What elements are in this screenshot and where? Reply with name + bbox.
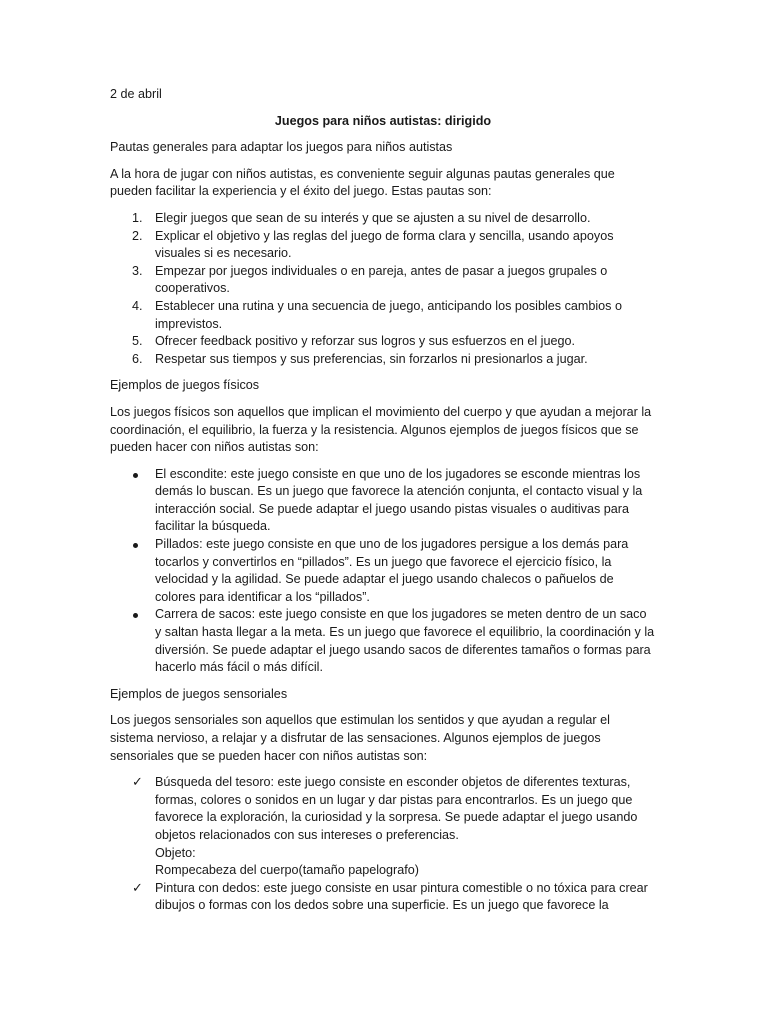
section-intro-sensoriales: Los juegos sensoriales son aquellos que estimulan los sentidos y que ayudan a regular el sistema nervioso, a relajar y a disfrutar de las sensaciones. Algunos ejemplos de juegos sensoriales que se pueden hacer con niños autistas son: — [110, 713, 610, 763]
document-title: Juegos para niños autistas: dirigido — [274, 113, 492, 128]
list-item-text: El escondite: este juego consiste en que uno de los jugadores se esconde mientras los demás lo buscan. Es un juego que favorece la atención conjunta, el contacto visual y la interacción social. Se puede adaptar el juego usando pistas visuales o auditivas para facilitar la búsqueda. — [155, 466, 643, 534]
list-item-text: Establecer una rutina y una secuencia de juego, anticipando los posibles cambios o imprevistos. — [155, 298, 622, 331]
list-item — [110, 263, 656, 298]
list-item-subline: Rompecabeza del cuerpo(tamaño papelografo) — [155, 863, 419, 878]
list-item — [110, 333, 656, 351]
list-item-text: Ofrecer feedback positivo y reforzar sus logros y sus esfuerzos en el juego. — [155, 334, 575, 349]
list-item — [110, 210, 656, 228]
list-item-text: Pillados: este juego consiste en que uno de los jugadores persigue a los demás para tocarlos y convertirlos en “pillados”. Es un juego que favorece el ejercicio físico, la velocidad y la agilidad. Se puede adaptar el juego usando chalecos o pañuelos de colores para identificar a los “pillados”. — [155, 537, 629, 604]
list-item-text: Carrera de sacos: este juego consiste en que los jugadores se meten dentro de un saco y saltan hasta llegar a la meta. Es un juego que favorece el equilibrio, la coordinación y la diversión. Se puede adaptar el juego usando sacos de diferentes tamaños o formas para hacerlo más fácil o más difícil. — [155, 607, 655, 675]
list-number: 2. — [132, 228, 143, 243]
checkmark-icon: ✓ — [132, 775, 143, 791]
list-item-text: Elegir juegos que sean de su interés y que se ajusten a su nivel de desarrollo. — [155, 210, 591, 225]
bullet-list-fisicos — [110, 466, 656, 677]
list-number: 1. — [132, 210, 143, 225]
bullet-icon — [133, 613, 138, 618]
list-number: 4. — [132, 298, 143, 313]
section-heading-sensoriales: Ejemplos de juegos sensoriales — [110, 686, 288, 701]
bullet-icon — [133, 473, 138, 478]
list-item-text: Explicar el objetivo y las reglas del juego de forma clara y sencilla, usando apoyos visuales si es necesario. — [155, 228, 614, 261]
list-number: 6. — [132, 351, 143, 366]
list-number: 5. — [132, 334, 143, 349]
list-item-text: Pintura con dedos: este juego consiste en usar pintura comestible o no tóxica para crear dibujos o formas con los dedos sobre una superficie. Es un juego que favorece la — [155, 880, 648, 913]
numbered-list-pautas — [110, 210, 656, 368]
list-item-text: Búsqueda del tesoro: este juego consiste en esconder objetos de diferentes texturas, formas, colores o sonidos en un lugar y dar pistas para encontrarlos. Es un juego que favorece la exploración, la curiosidad y la sorpresa. Se puede adaptar el juego usando objetos relacionados con sus intereses o preferencias. — [155, 775, 638, 842]
list-item — [110, 298, 656, 333]
check-list-sensoriales — [110, 774, 656, 915]
section-intro-fisicos: Los juegos físicos son aquellos que implican el movimiento del cuerpo y que ayudan a mejorar la coordinación, el equilibrio, la fuerza y la resistencia. Algunos ejemplos de juegos físicos que se pueden hacer con niños autistas son: — [110, 404, 652, 455]
list-number: 3. — [132, 263, 143, 278]
document-body — [110, 86, 656, 924]
list-item — [110, 536, 656, 606]
list-item-text: Respetar sus tiempos y sus preferencias, sin forzarlos ni presionarlos a jugar. — [155, 351, 588, 366]
section-intro-pautas: A la hora de jugar con niños autistas, es conveniente seguir algunas pautas generales que pueden facilitar la experiencia y el éxito del juego. Estas pautas son: — [110, 166, 615, 199]
list-item — [110, 466, 656, 536]
list-item — [110, 880, 656, 915]
list-item — [110, 774, 656, 880]
section-heading-fisicos: Ejemplos de juegos físicos — [110, 378, 260, 393]
checkmark-icon: ✓ — [132, 880, 143, 896]
list-item — [110, 351, 656, 369]
section-heading-pautas: Pautas generales para adaptar los juegos para niños autistas — [110, 140, 453, 155]
bullet-icon — [133, 543, 138, 548]
list-item-subline: Objeto: — [155, 845, 196, 860]
list-item — [110, 228, 656, 263]
document-date: 2 de abril — [110, 87, 162, 101]
list-item-text: Empezar por juegos individuales o en pareja, antes de pasar a juegos grupales o cooperativos. — [155, 263, 608, 296]
list-item — [110, 606, 656, 676]
